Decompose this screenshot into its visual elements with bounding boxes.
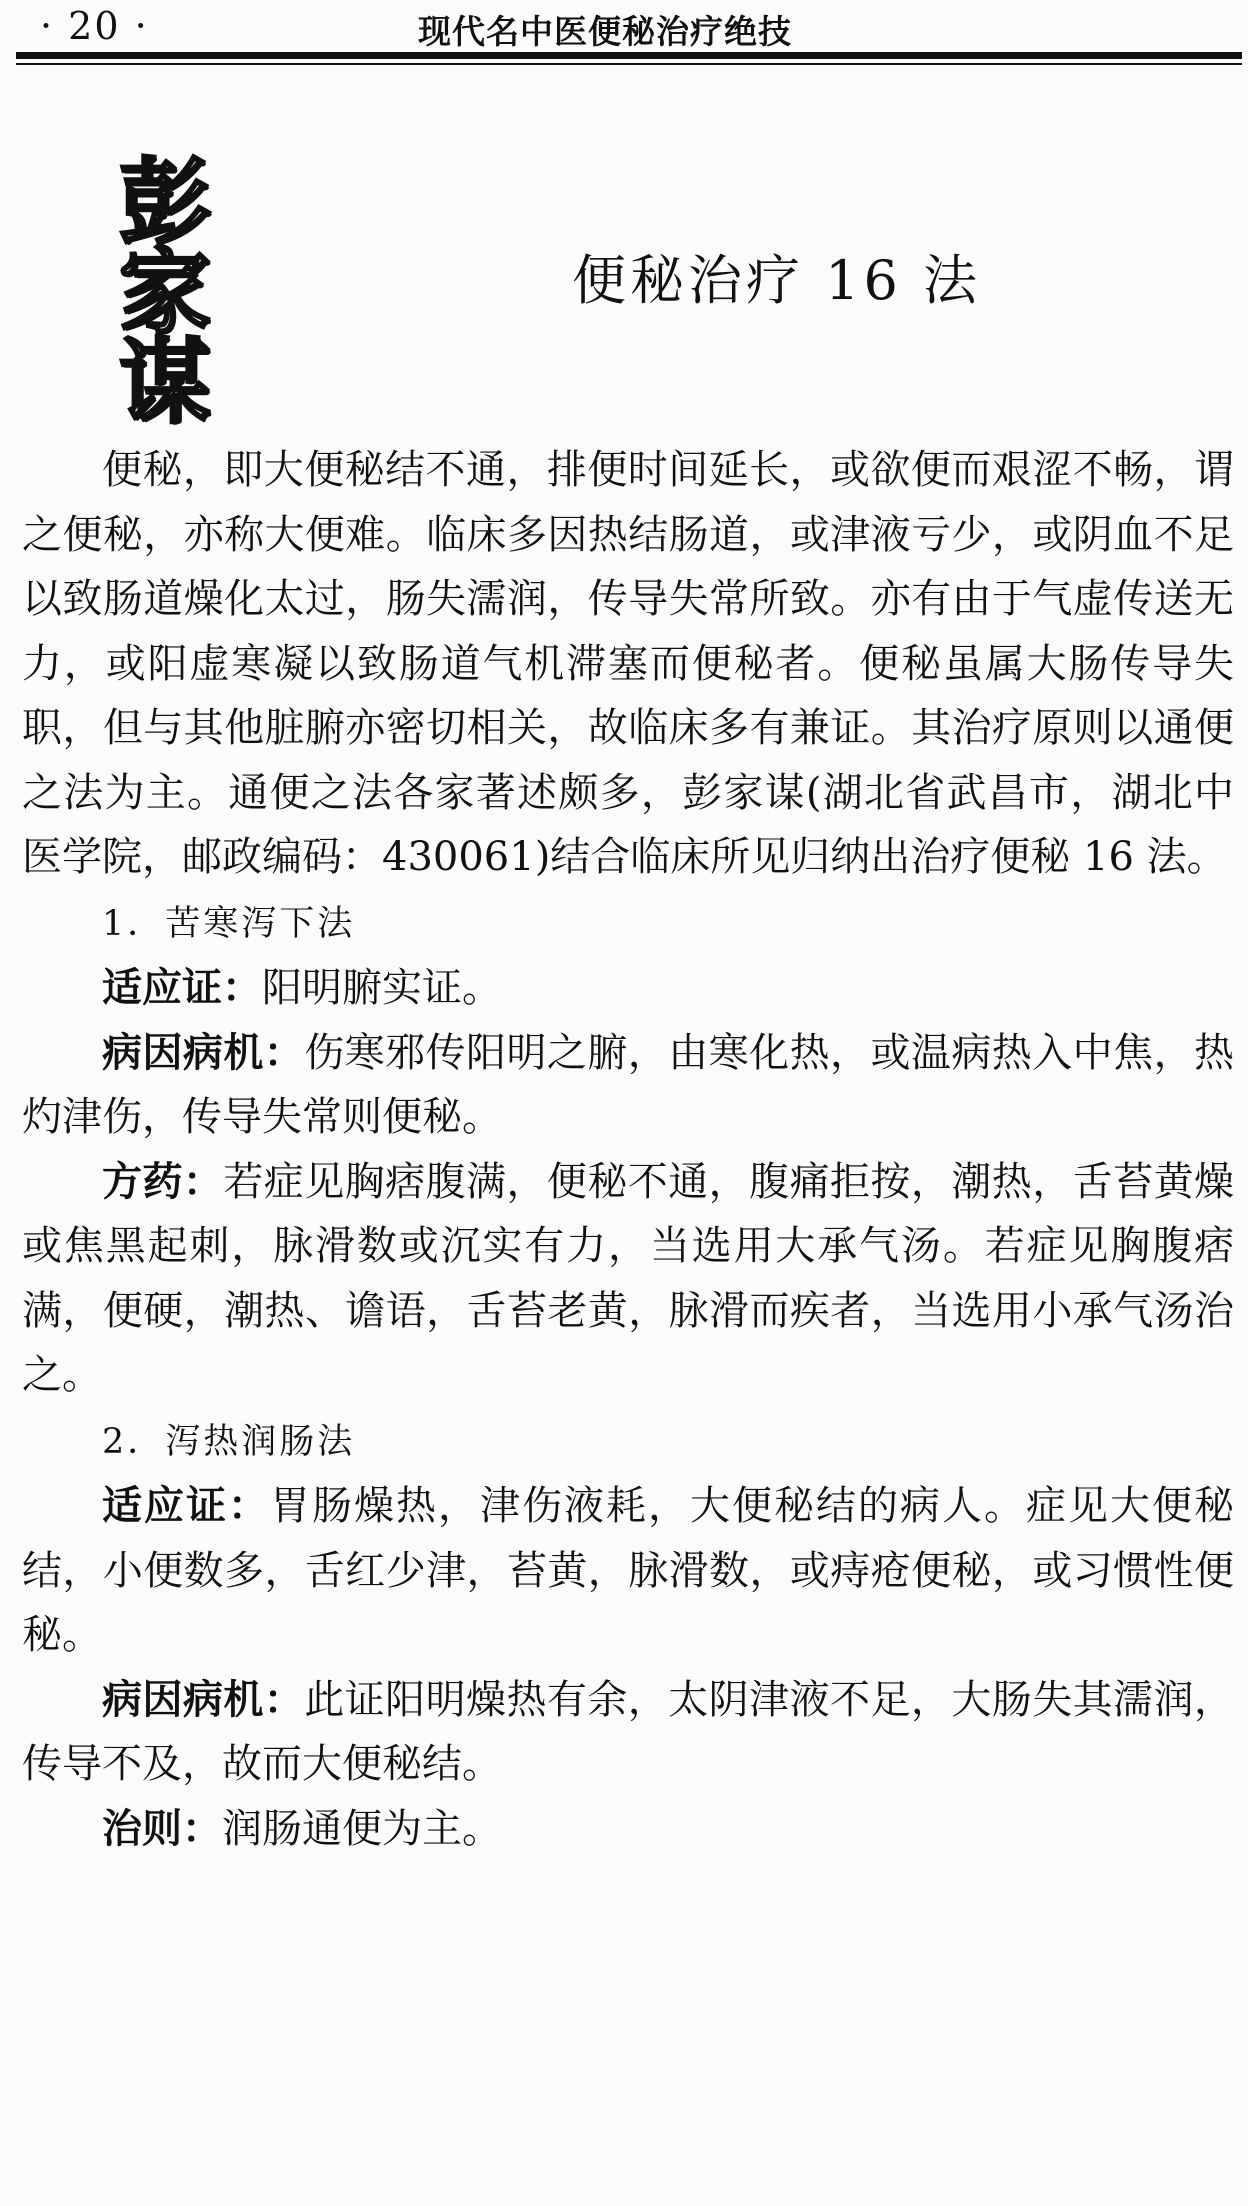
paragraph-label: 方药： [102, 1158, 224, 1205]
section-paragraph [22, 1150, 1234, 1408]
header-rule-thin [16, 63, 1242, 65]
paragraph-label: 病因病机： [102, 1029, 305, 1076]
author-char: 彭 [118, 149, 211, 256]
paragraph-label: 治则： [102, 1805, 222, 1852]
section-heading [22, 890, 1234, 957]
paragraph-text: 胃肠燥热，津伤液耗，大便秘结的病人。症见大便秘结，小便数多，舌红少津，苔黄，脉滑数，或痔疮便秘，或习惯性便秘。 [22, 1483, 1234, 1658]
paragraph-text: 阳明腑实证。 [262, 965, 502, 1011]
author-char: 谋 [118, 329, 211, 436]
paragraph-label: 适应证： [102, 965, 262, 1011]
section-heading-text: 2．泻热润肠法 [102, 1421, 356, 1462]
paragraph-label: 适应证： [102, 1483, 270, 1529]
page-number: · 20 · [40, 4, 149, 48]
author-char: 家 [118, 239, 211, 346]
article-body [22, 438, 1234, 1861]
section-heading-text: 1．苦寒泻下法 [102, 903, 356, 944]
paragraph-text: 润肠通便为主。 [222, 1805, 502, 1852]
header-rule-thick [16, 52, 1242, 59]
section-paragraph [22, 1668, 1234, 1797]
section-paragraph [22, 956, 1234, 1021]
paragraph-text: 若症见胸痞腹满，便秘不通，腹痛拒按，潮热，舌苔黄燥或焦黑起刺，脉滑数或沉实有力，当选用大承气汤。若症见胸腹痞满，便硬，潮热、谵语，舌苔老黄，脉滑而疾者，当选用小承气汤治之。 [22, 1158, 1235, 1398]
running-header [0, 0, 1248, 56]
author-name-vertical [110, 149, 220, 436]
section-heading [22, 1408, 1234, 1475]
article-title: 便秘治疗 16 法 [572, 249, 982, 312]
book-title: 现代名中医便秘治疗绝技 [418, 12, 792, 51]
paragraph-text: 此证阳明燥热有余，太阴津液不足，大肠失其濡润，传导不及，故而大便秘结。 [22, 1676, 1235, 1787]
section-paragraph [22, 1797, 1234, 1862]
paragraph-text: 伤寒邪传阳明之腑，由寒化热，或温病热入中焦，热灼津伤，传导失常则便秘。 [22, 1029, 1235, 1140]
section-paragraph [22, 1474, 1234, 1668]
paragraph-label: 病因病机： [102, 1676, 305, 1723]
intro-paragraph: 便秘，即大便秘结不通，排便时间延长，或欲便而艰涩不畅，谓之便秘，亦称大便难。临床多因热结肠道，或津液亏少，或阴血不足以致肠道燥化太过，肠失濡润，传导失常所致。亦有由于气虚传送无力，或阳虚寒凝以致肠道气机滞塞而便秘者。便秘虽属大肠传导失职，但与其他脏腑亦密切相关，故临床多有兼证。其治疗原则以通便之法为主。通便之法各家著述颇多，彭家谋(湖北省武昌市，湖北中医学院，邮政编码：430061)结合临床所见归纳出治疗便秘 16 法。 [22, 447, 1234, 880]
section-paragraph [22, 1021, 1234, 1150]
